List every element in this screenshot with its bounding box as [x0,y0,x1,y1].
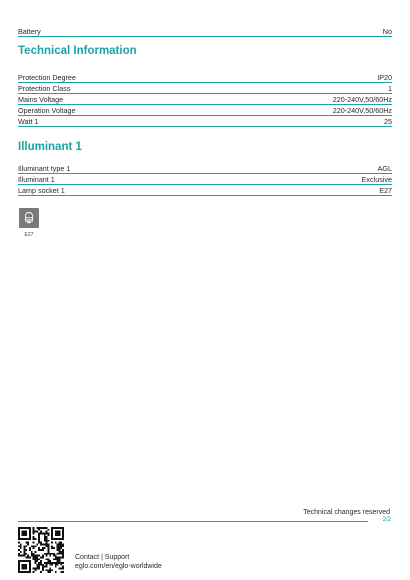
spec-row [18,83,392,94]
socket-caption: E27 [24,232,34,238]
spec-label: Battery [18,27,41,36]
spec-value: Exclusive [361,175,392,184]
spec-value: 220-240V,50/60Hz [332,95,392,104]
spec-row [18,105,392,116]
spec-label: Illuminant type 1 [18,164,71,173]
technical-changes-note: Technical changes reserved [303,509,390,516]
footer-divider [18,521,368,522]
spec-value: 1 [388,84,392,93]
spec-label: Operation Voltage [18,106,76,115]
qr-code [18,527,64,573]
spec-row [18,72,392,83]
spec-value: No [382,27,392,36]
spec-label: Protection Degree [18,73,76,82]
spec-row [18,94,392,105]
spec-label: Lamp socket 1 [18,186,65,195]
contact-block [75,553,162,571]
spec-label: Protection Class [18,84,71,93]
contact-link[interactable]: eglo.com/en/eglo-worldwide [75,563,162,570]
spec-value: E27 [379,186,392,195]
spec-label: Watt 1 [18,117,39,126]
spec-label: Illuminant 1 [18,175,55,184]
section-title-illuminant-1: Illuminant 1 [18,141,82,153]
spec-row-battery [18,26,392,37]
spec-value: AGL [377,164,392,173]
spec-value: IP20 [377,73,392,82]
spec-row [18,116,392,127]
spec-row [18,185,392,196]
page-number: 2/2 [382,517,391,523]
bulb-socket-icon [19,208,39,228]
spec-value: 220-240V,50/60Hz [332,106,392,115]
spec-label: Mains Voltage [18,95,64,104]
spec-value: 25 [384,117,392,126]
section-title-technical-information: Technical Information [18,45,137,57]
spec-row [18,163,392,174]
contact-label: Contact | Support [75,554,130,561]
spec-row [18,174,392,185]
